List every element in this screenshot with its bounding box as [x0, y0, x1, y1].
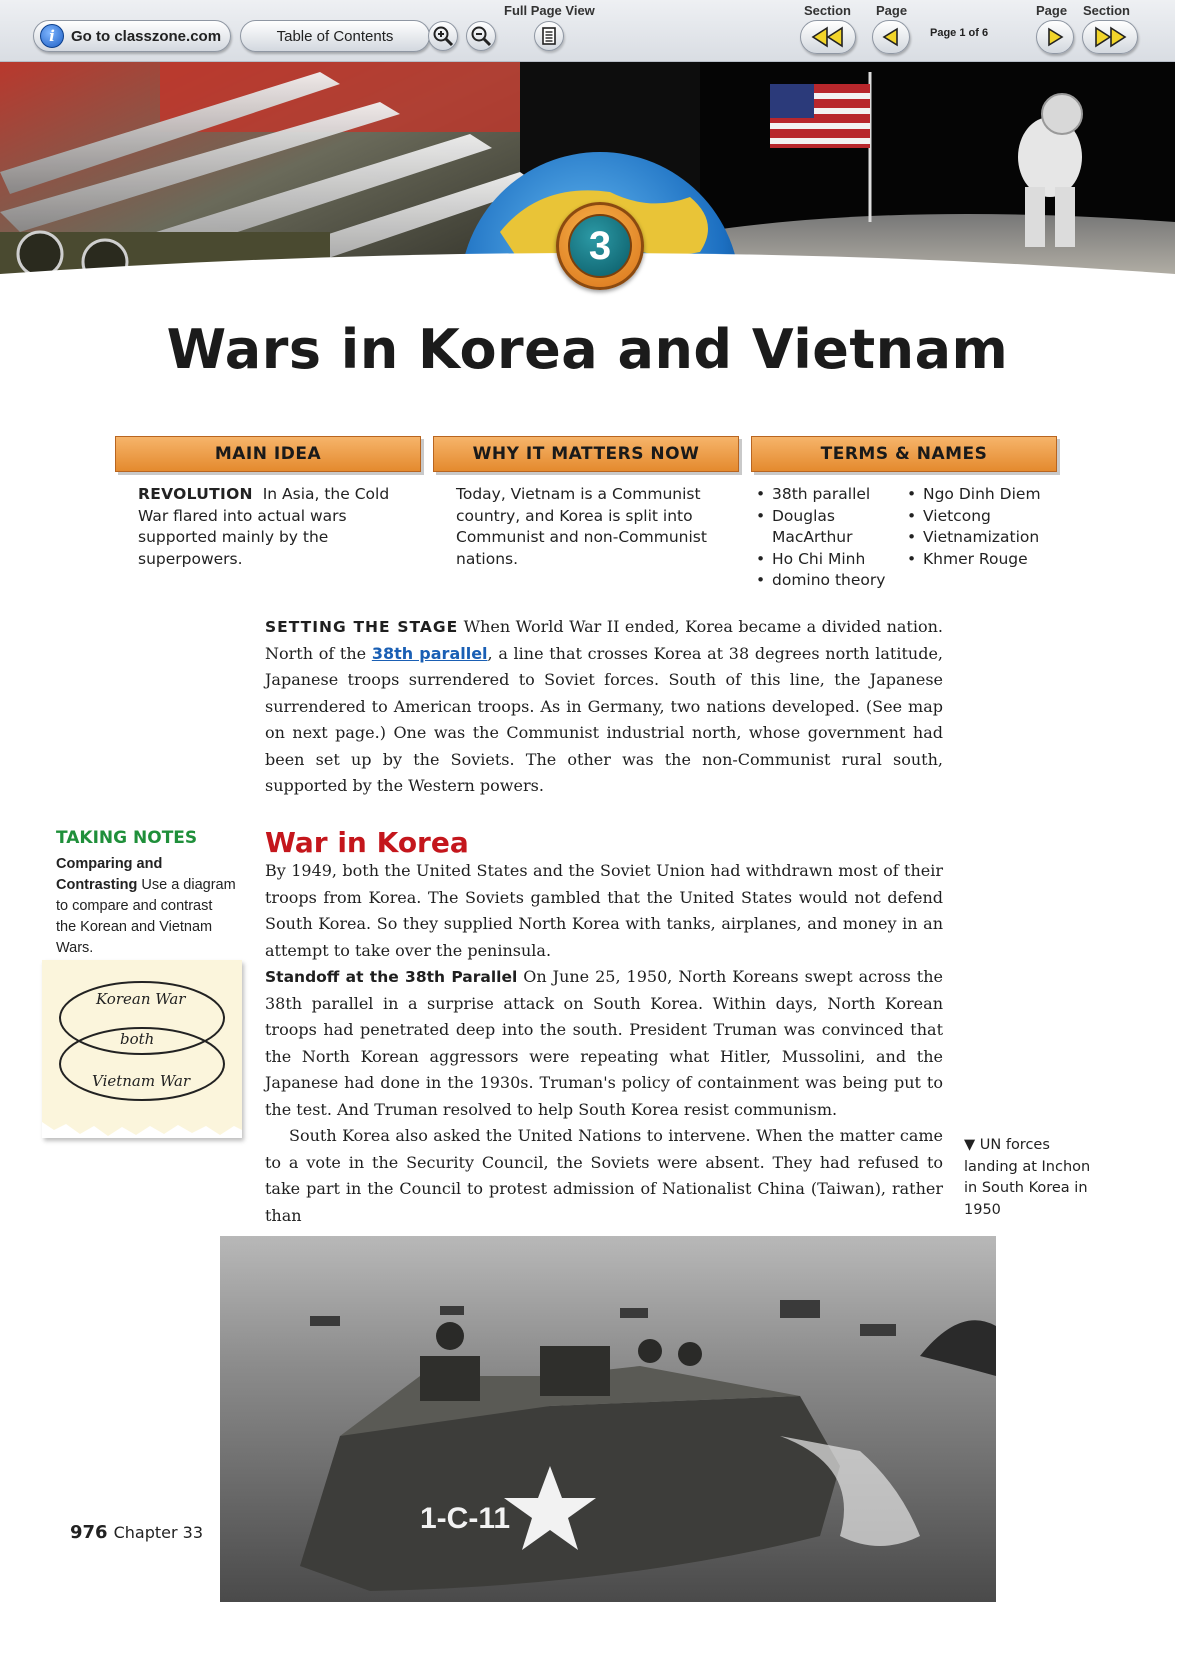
next-section-label: Section: [1083, 3, 1130, 18]
inchon-landing-photo: [220, 1236, 996, 1602]
taking-notes-title: TAKING NOTES: [56, 828, 198, 848]
term-item[interactable]: • Khmer Rouge: [905, 549, 1080, 571]
section-number: 3: [568, 214, 632, 278]
next-page-button[interactable]: [1036, 20, 1074, 54]
next-section-button[interactable]: [1082, 20, 1138, 54]
terms-list-left: [754, 484, 904, 592]
page-title: Wars in Korea and Vietnam: [166, 318, 1009, 381]
zoom-out-button[interactable]: [466, 21, 496, 51]
venn-label-korean-war: Korean War: [96, 990, 186, 1008]
main-idea-heading: MAIN IDEA: [115, 436, 421, 472]
term-item[interactable]: • 38th parallel: [754, 484, 904, 506]
term-item[interactable]: • domino theory: [754, 570, 904, 592]
page-number: 976: [70, 1522, 108, 1543]
go-to-classzone-label: Go to classzone.com: [71, 27, 222, 45]
go-to-classzone-button[interactable]: [33, 20, 231, 52]
full-page-view-button[interactable]: [534, 21, 564, 51]
term-link-38th-parallel[interactable]: 38th parallel: [371, 643, 488, 663]
setting-the-stage-lead: SETTING THE STAGE: [265, 618, 459, 636]
double-arrow-left-icon: [810, 26, 846, 48]
previous-page-label: Page: [876, 3, 908, 18]
vehicle-marking: 1-C-11: [420, 1502, 511, 1535]
subhead-standoff: Standoff at the 38th Parallel: [265, 968, 518, 986]
war-in-korea-paragraph-1: By 1949, both the United States and the Soviet Union had withdrawn most of their troops from Korea. The Soviets gambled that the United States would not defend South Korea. So they supplied North Korea with tanks, airplanes, and money in an attempt to take over the peninsula.: [265, 861, 943, 960]
why-it-matters-text: Today, Vietnam is a Communist country, and Korea is split into Communist and non-Communist nations.: [456, 485, 707, 568]
arrow-right-icon: [1044, 26, 1066, 48]
zoom-in-icon: [432, 25, 454, 47]
navigation-toolbar: [0, 0, 1175, 62]
previous-section-button[interactable]: [800, 20, 856, 54]
chapter-label: Chapter 33: [113, 1523, 203, 1542]
caption-text: UN forces landing at Inchon in South Korea in 1950: [964, 1137, 1091, 1218]
section-heading-war-in-korea: War in Korea: [265, 826, 469, 859]
table-of-contents-button[interactable]: [240, 20, 430, 52]
taking-notes-body: Use a diagram to compare and contrast the Korean and Vietnam Wars.: [56, 877, 236, 956]
setting-the-stage-paragraph: [265, 614, 943, 800]
war-in-korea-paragraph-3: South Korea also asked the United Nations to intervene. When the matter came to a vote in the Security Council, the Soviets were absent. They had refused to take part in the Council to protest admission of Nationalist China (Taiwan), rather than: [265, 1126, 943, 1225]
term-item[interactable]: • Vietcong: [905, 506, 1080, 528]
taking-notes-text: [56, 854, 236, 959]
section-number-badge: [556, 202, 644, 290]
main-idea-body: In Asia, the Cold War flared into actual wars supported mainly by the superpowers.: [138, 485, 390, 568]
venn-diagram-note: [42, 960, 242, 1138]
term-item[interactable]: • Ho Chi Minh: [754, 549, 904, 571]
caption-down-triangle-icon: ▼: [964, 1137, 976, 1153]
page-footer: [70, 1522, 203, 1543]
main-idea-lead: REVOLUTION: [138, 485, 253, 503]
main-idea-text: [138, 484, 398, 570]
previous-section-label: Section: [804, 3, 851, 18]
term-item[interactable]: • Vietnamization: [905, 527, 1080, 549]
term-item[interactable]: • Ngo Dinh Diem: [905, 484, 1080, 506]
double-arrow-right-icon: [1092, 26, 1128, 48]
next-page-label: Page: [1036, 3, 1068, 18]
photo-caption: [964, 1135, 1104, 1221]
taking-notes-lead: Comparing and Contrasting: [56, 856, 163, 893]
page-indicator: Page 1 of 6: [930, 27, 989, 39]
setting-the-stage-text-1: When World War II ended, Korea became a divided nation. North of the: [265, 617, 944, 663]
full-page-view-label: Full Page View: [504, 3, 595, 18]
page-view-icon: [539, 26, 559, 46]
table-of-contents-label: Table of Contents: [276, 27, 394, 45]
terms-list-right: [905, 484, 1080, 570]
info-icon: i: [40, 24, 64, 48]
arrow-left-icon: [880, 26, 902, 48]
why-it-matters-heading: WHY IT MATTERS NOW: [433, 436, 739, 472]
standoff-text: On June 25, 1950, North Koreans swept across the 38th parallel in a surprise attack on South Korea. Within days, North Korean troops had penetrated deep into the south. President Truman was convinced that the North Korean aggressors were repeating what Hitler, Mussolini, and the Japanese had done in the 1930s. Truman's policy of containment was being put to the test. And Truman resolved to help South Korea resist communism.: [265, 967, 944, 1119]
venn-label-both: both: [120, 1030, 155, 1048]
war-in-korea-paragraph-2: [265, 964, 943, 1123]
terms-names-heading: TERMS & NAMES: [751, 436, 1057, 472]
setting-the-stage-text-2: , a line that crosses Korea at 38 degrees north latitude, Japanese troops surrendered to Soviet forces. South of this line, the Japanese surrendered to American troops. As in Germany, two nations developed. (See map on next page.) One was the Communist industrial north, whose government had been set up by the Soviets. The other was the non-Communist rural south, supported by the Western powers.: [265, 643, 944, 795]
previous-page-button[interactable]: [872, 20, 910, 54]
zoom-out-icon: [470, 25, 492, 47]
venn-label-vietnam-war: Vietnam War: [92, 1072, 191, 1090]
term-item[interactable]: • Douglas MacArthur: [754, 506, 904, 549]
zoom-in-button[interactable]: [428, 21, 458, 51]
